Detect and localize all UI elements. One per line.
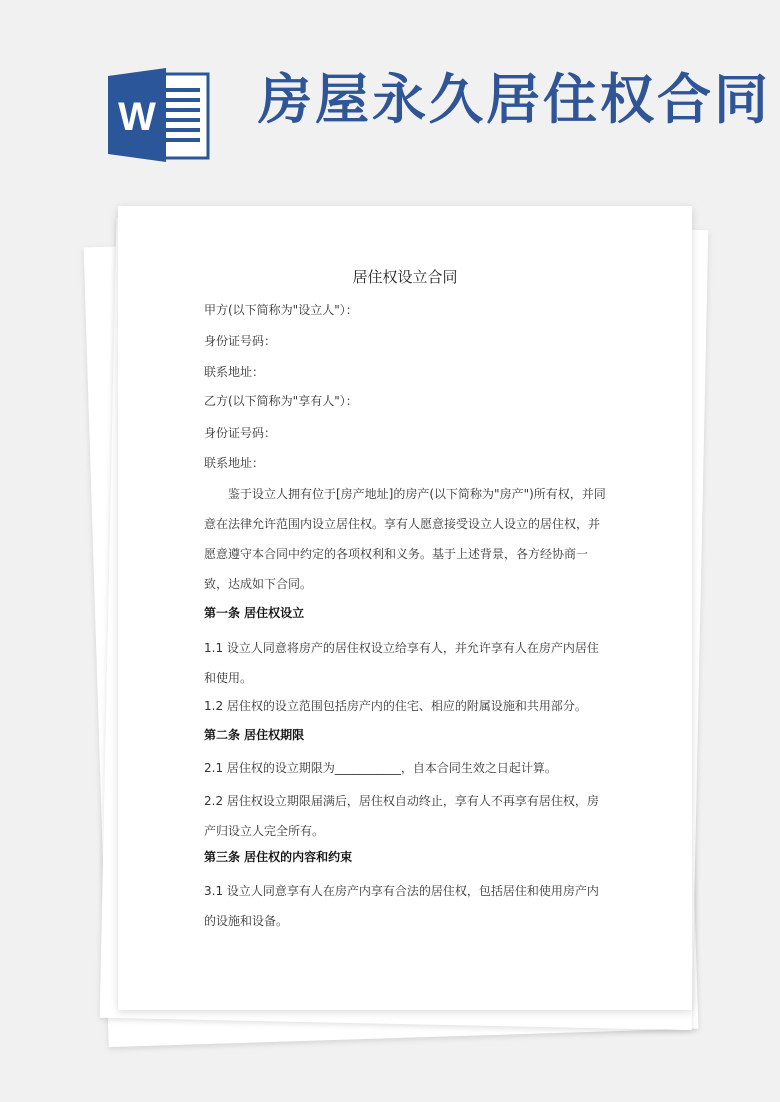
clause-2-2: 2.2 居住权设立期限届满后，居住权自动终止，享有人不再享有居住权，房产归设立人完全所有。	[204, 794, 599, 838]
section-1-heading: 第一条 居住权设立	[204, 606, 305, 620]
party-a-line: 甲方(以下简称为"设立人"）：	[204, 303, 358, 317]
clause-2-1: 2.1 居住权的设立期限为___________，自本合同生效之日起计算。	[204, 761, 557, 775]
banner-title: 房屋永久居住权合同	[258, 67, 771, 131]
section-3-heading: 第三条 居住权的内容和约束	[204, 850, 353, 864]
party-b-id-label: 身份证号码：	[204, 426, 277, 440]
party-b-line: 乙方(以下简称为"享有人"）：	[204, 394, 358, 408]
party-a-id-label: 身份证号码：	[204, 334, 277, 348]
clause-3-1: 3.1 设立人同意享有人在房产内享有合法的居住权，包括居住和使用房产内的设施和设备。	[204, 884, 599, 928]
section-2-heading: 第二条 居住权期限	[204, 728, 305, 742]
party-b-address-label: 联系地址：	[204, 456, 265, 470]
party-a-address-label: 联系地址：	[204, 365, 265, 379]
word-icon-letter: W	[118, 95, 156, 139]
document-content	[118, 206, 692, 1010]
document-title: 居住权设立合同	[352, 268, 458, 286]
preamble-paragraph: 鉴于设立人拥有位于[房产地址]的房产(以下简称为"房产")所有权，并同意在法律允许范围内设立居住权。享有人愿意接受设立人设立的居住权，并愿意遵守本合同中约定的各项权利和义务。基于上述背景，各方经协商一致，达成如下合同。	[204, 487, 606, 591]
document-page	[118, 206, 692, 1010]
word-document-icon	[108, 68, 212, 162]
clause-1-2: 1.2 居住权的设立范围包括房产内的住宅、相应的附属设施和共用部分。	[204, 699, 587, 713]
clause-1-1: 1.1 设立人同意将房产的居住权设立给享有人，并允许享有人在房产内居住和使用。	[204, 641, 599, 685]
